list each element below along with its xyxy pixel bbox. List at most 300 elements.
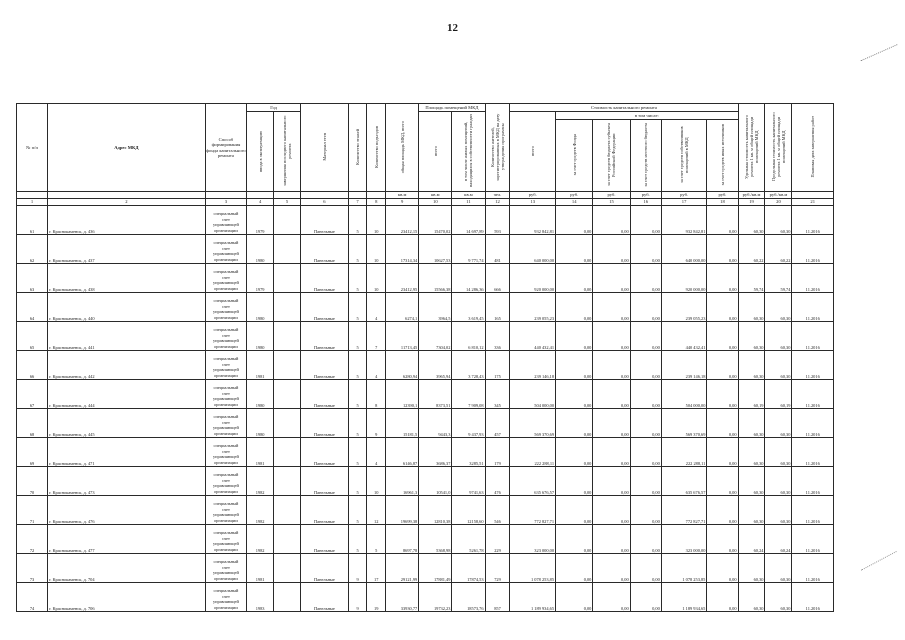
address-cell: г. Краснокаменск, д. 473 bbox=[48, 466, 206, 495]
floors-cell: 5 bbox=[348, 466, 367, 495]
cost-region-cell: 0,00 bbox=[593, 263, 630, 292]
area-total-cell: 8373,51 bbox=[419, 379, 452, 408]
entrances-cell: 10 bbox=[367, 205, 386, 234]
unit-cell: руб./кв.м bbox=[765, 192, 792, 198]
residents-cell: 481 bbox=[485, 234, 510, 263]
max-unit-cost-cell: 60,30 bbox=[765, 582, 792, 611]
total-area-cell: 12390,1 bbox=[386, 379, 419, 408]
header-cost-group: Стоимость капитального ремонта bbox=[510, 104, 738, 112]
column-number-cell: 2 bbox=[48, 198, 206, 205]
page-number: 12 bbox=[447, 22, 458, 34]
unit-cost-cell: 60,30 bbox=[738, 205, 765, 234]
max-unit-cost-cell: 60,30 bbox=[765, 495, 792, 524]
floors-cell: 5 bbox=[348, 408, 367, 437]
table-body bbox=[17, 205, 834, 611]
year-last-repair-cell bbox=[274, 205, 301, 234]
residents-cell: 476 bbox=[485, 466, 510, 495]
year-last-repair-cell bbox=[274, 350, 301, 379]
entrances-cell: 5 bbox=[367, 524, 386, 553]
method-line: управляющей bbox=[212, 425, 239, 431]
max-unit-cost-cell: 60,19 bbox=[765, 379, 792, 408]
method-line: управляющей bbox=[212, 396, 239, 402]
floors-cell: 5 bbox=[348, 437, 367, 466]
max-unit-cost-cell: 60,30 bbox=[765, 553, 792, 582]
cost-owners-cell: 504 000,00 bbox=[661, 379, 707, 408]
table-row bbox=[17, 466, 834, 495]
max-unit-cost-cell: 60,30 bbox=[765, 321, 792, 350]
address-cell: г. Краснокаменск, д. 440 bbox=[48, 292, 206, 321]
total-area-cell: 8697,78 bbox=[386, 524, 419, 553]
cost-fund-cell: 0,00 bbox=[556, 321, 593, 350]
scan-mark bbox=[861, 44, 900, 66]
method-line: управляющей bbox=[212, 251, 239, 257]
row-number-cell: 68 bbox=[17, 408, 48, 437]
method-line: организации bbox=[214, 604, 238, 610]
year-commission-cell: 1981 bbox=[247, 350, 274, 379]
header-total-area: общая площадь МКД, всего bbox=[386, 104, 419, 192]
residents-cell: 457 bbox=[485, 408, 510, 437]
method-line: счет bbox=[221, 361, 230, 367]
method-line: организации bbox=[214, 372, 238, 378]
floors-cell: 5 bbox=[348, 350, 367, 379]
floors-cell: 5 bbox=[348, 234, 367, 263]
cost-total-cell: 504 000,00 bbox=[510, 379, 556, 408]
method-line: управляющей bbox=[212, 483, 239, 489]
cost-total-cell: 1 189 934,65 bbox=[510, 582, 556, 611]
planned-date-cell: 11.2016 bbox=[792, 466, 834, 495]
method-line: организации bbox=[214, 401, 238, 407]
table-row bbox=[17, 321, 834, 350]
cost-fund-cell: 0,00 bbox=[556, 205, 593, 234]
address-cell: г. Краснокаменск, д. 476 bbox=[48, 495, 206, 524]
cost-region-cell: 0,00 bbox=[593, 292, 630, 321]
residents-cell: 229 bbox=[485, 524, 510, 553]
entrances-cell: 4 bbox=[367, 292, 386, 321]
header-cost-including: в том числе: bbox=[556, 112, 738, 120]
row-number-cell: 63 bbox=[17, 263, 48, 292]
row-number-cell: 67 bbox=[17, 379, 48, 408]
cost-local-cell: 0,00 bbox=[630, 379, 661, 408]
year-commission-cell: 1980 bbox=[247, 379, 274, 408]
row-number-cell: 73 bbox=[17, 553, 48, 582]
floors-cell: 5 bbox=[348, 379, 367, 408]
cost-fund-cell: 0,00 bbox=[556, 524, 593, 553]
year-last-repair-cell bbox=[274, 495, 301, 524]
method-cell bbox=[205, 292, 246, 321]
floors-cell: 5 bbox=[348, 205, 367, 234]
column-number-cell: 5 bbox=[274, 198, 301, 205]
cost-other-cell: 0,00 bbox=[707, 466, 738, 495]
cost-local-cell: 0,00 bbox=[630, 466, 661, 495]
row-number-cell: 70 bbox=[17, 466, 48, 495]
planned-date-cell: 11.2016 bbox=[792, 408, 834, 437]
method-cell bbox=[205, 495, 246, 524]
cost-other-cell: 0,00 bbox=[707, 437, 738, 466]
cost-owners-cell: 239 146,18 bbox=[661, 350, 707, 379]
row-number-cell: 72 bbox=[17, 524, 48, 553]
year-last-repair-cell bbox=[274, 263, 301, 292]
cost-fund-cell: 0,00 bbox=[556, 263, 593, 292]
cost-total-cell: 440 432,41 bbox=[510, 321, 556, 350]
unit-cost-cell: 60,30 bbox=[738, 292, 765, 321]
year-last-repair-cell bbox=[274, 524, 301, 553]
area-residential-cell: 12158,60 bbox=[452, 495, 485, 524]
header-cost-total: всего bbox=[510, 112, 556, 192]
cost-local-cell: 0,00 bbox=[630, 408, 661, 437]
planned-date-cell: 11.2016 bbox=[792, 437, 834, 466]
method-cell bbox=[205, 466, 246, 495]
method-cell bbox=[205, 379, 246, 408]
unit-cost-cell: 60,30 bbox=[738, 495, 765, 524]
header-year-last-repair: завершения последнего капитального ремонта bbox=[274, 112, 301, 192]
cost-other-cell: 0,00 bbox=[707, 350, 738, 379]
unit-cell: кв.м bbox=[419, 192, 452, 198]
wall-material-cell: Панельные bbox=[301, 408, 349, 437]
max-unit-cost-cell: 60,30 bbox=[765, 350, 792, 379]
cost-region-cell: 0,00 bbox=[593, 466, 630, 495]
header-entrances: Количество подъездов bbox=[367, 104, 386, 192]
unit-cost-cell: 60,19 bbox=[738, 379, 765, 408]
column-numbers-row bbox=[17, 198, 834, 205]
cost-total-cell: 239 055,23 bbox=[510, 292, 556, 321]
max-unit-cost-cell: 60,30 bbox=[765, 205, 792, 234]
cost-total-cell: 222 288,11 bbox=[510, 437, 556, 466]
cost-owners-cell: 772 827,71 bbox=[661, 495, 707, 524]
area-residential-cell: 17874,53 bbox=[452, 553, 485, 582]
cost-owners-cell: 920 000,00 bbox=[661, 263, 707, 292]
method-line: счет bbox=[221, 506, 230, 512]
unit-cell: руб. bbox=[510, 192, 556, 198]
table-row bbox=[17, 350, 834, 379]
cost-total-cell: 932 842,81 bbox=[510, 205, 556, 234]
cost-other-cell: 0,00 bbox=[707, 524, 738, 553]
method-line: счет bbox=[221, 535, 230, 541]
method-line: специальный bbox=[213, 356, 239, 362]
cost-local-cell: 0,00 bbox=[630, 263, 661, 292]
column-number-cell: 7 bbox=[348, 198, 367, 205]
max-unit-cost-cell: 59,74 bbox=[765, 263, 792, 292]
cost-local-cell: 0,00 bbox=[630, 350, 661, 379]
area-residential-cell: 3 619,45 bbox=[452, 292, 485, 321]
cost-local-cell: 0,00 bbox=[630, 234, 661, 263]
unit-cost-cell: 60,24 bbox=[738, 524, 765, 553]
method-line: счет bbox=[221, 477, 230, 483]
address-cell: г. Краснокаменск, д. 477 bbox=[48, 524, 206, 553]
cost-local-cell: 0,00 bbox=[630, 582, 661, 611]
residents-cell: 546 bbox=[485, 495, 510, 524]
total-area-cell: 6146,87 bbox=[386, 437, 419, 466]
unit-cell: кв.м bbox=[452, 192, 485, 198]
column-number-cell: 8 bbox=[367, 198, 386, 205]
address-cell: г. Краснокаменск, д. 441 bbox=[48, 321, 206, 350]
cost-fund-cell: 0,00 bbox=[556, 437, 593, 466]
address-cell: г. Краснокаменск, д. 471 bbox=[48, 437, 206, 466]
wall-material-cell: Панельные bbox=[301, 553, 349, 582]
area-total-cell: 3686,37 bbox=[419, 437, 452, 466]
cost-local-cell: 0,00 bbox=[630, 524, 661, 553]
area-residential-cell: 3285,51 bbox=[452, 437, 485, 466]
method-line: специальный bbox=[213, 588, 239, 594]
cost-other-cell: 0,00 bbox=[707, 495, 738, 524]
area-total-cell: 10627,53 bbox=[419, 234, 452, 263]
header-unit-cost: Удельная стоимость капитального ремонта 1 кв. м общей площади помещений МКД bbox=[738, 104, 765, 192]
entrances-cell: 10 bbox=[367, 466, 386, 495]
cost-other-cell: 0,00 bbox=[707, 408, 738, 437]
year-commission-cell: 1982 bbox=[247, 495, 274, 524]
unit-cost-cell: 60,30 bbox=[738, 437, 765, 466]
header-cost-owners: за счет средств собственников помещений в МКД bbox=[661, 120, 707, 192]
method-cell bbox=[205, 553, 246, 582]
method-cell bbox=[205, 582, 246, 611]
cost-fund-cell: 0,00 bbox=[556, 292, 593, 321]
cost-total-cell: 239 146,18 bbox=[510, 350, 556, 379]
wall-material-cell: Панельные bbox=[301, 437, 349, 466]
max-unit-cost-cell: 60,30 bbox=[765, 437, 792, 466]
planned-date-cell: 11.2016 bbox=[792, 205, 834, 234]
area-total-cell: 3965,94 bbox=[419, 350, 452, 379]
cost-owners-cell: 932 842,81 bbox=[661, 205, 707, 234]
column-number-cell: 6 bbox=[301, 198, 349, 205]
year-commission-cell: 1980 bbox=[247, 321, 274, 350]
column-number-cell: 15 bbox=[593, 198, 630, 205]
column-number-cell: 14 bbox=[556, 198, 593, 205]
row-number-cell: 71 bbox=[17, 495, 48, 524]
wall-material-cell: Панельные bbox=[301, 495, 349, 524]
column-number-cell: 4 bbox=[247, 198, 274, 205]
residents-cell: 666 bbox=[485, 263, 510, 292]
cost-total-cell: 1 078 253,85 bbox=[510, 553, 556, 582]
wall-material-cell: Панельные bbox=[301, 582, 349, 611]
unit-cost-cell: 60,30 bbox=[738, 466, 765, 495]
unit-cell: кв.м bbox=[386, 192, 419, 198]
method-line: управляющей bbox=[212, 599, 239, 605]
year-last-repair-cell bbox=[274, 553, 301, 582]
area-residential-cell: 9 771,74 bbox=[452, 234, 485, 263]
year-commission-cell: 1983 bbox=[247, 582, 274, 611]
planned-date-cell: 11.2016 bbox=[792, 350, 834, 379]
year-commission-cell: 1981 bbox=[247, 437, 274, 466]
header-residents: Количество жителей, зарегистрированных в МКД на дату утверждения программы bbox=[485, 104, 510, 192]
entrances-cell: 4 bbox=[367, 350, 386, 379]
floors-cell: 5 bbox=[348, 263, 367, 292]
wall-material-cell: Панельные bbox=[301, 379, 349, 408]
unit-cell: руб. bbox=[630, 192, 661, 198]
method-line: счет bbox=[221, 419, 230, 425]
year-commission-cell: 1982 bbox=[247, 466, 274, 495]
cost-owners-cell: 239 055,23 bbox=[661, 292, 707, 321]
total-area-cell: 29121,99 bbox=[386, 553, 419, 582]
cost-owners-cell: 1 189 934,65 bbox=[661, 582, 707, 611]
method-line: управляющей bbox=[212, 367, 239, 373]
area-total-cell: 7304,02 bbox=[419, 321, 452, 350]
method-cell bbox=[205, 321, 246, 350]
area-residential-cell: 7 909,08 bbox=[452, 379, 485, 408]
unit-cell: чел. bbox=[485, 192, 510, 198]
area-total-cell: 3964,5 bbox=[419, 292, 452, 321]
header-area-group: Площадь помещений МКД bbox=[419, 104, 485, 112]
year-commission-cell: 1979 bbox=[247, 205, 274, 234]
method-line: организации bbox=[214, 343, 238, 349]
area-residential-cell: 5261,78 bbox=[452, 524, 485, 553]
address-cell: г. Краснокаменск, д. 704 bbox=[48, 553, 206, 582]
address-cell: г. Краснокаменск, д. 436 bbox=[48, 205, 206, 234]
planned-date-cell: 11.2016 bbox=[792, 495, 834, 524]
cost-other-cell: 0,00 bbox=[707, 582, 738, 611]
total-area-cell: 23412,15 bbox=[386, 205, 419, 234]
address-cell: г. Краснокаменск, д. 444 bbox=[48, 379, 206, 408]
cost-owners-cell: 640 000,00 bbox=[661, 234, 707, 263]
method-cell bbox=[205, 205, 246, 234]
total-area-cell: 11713,45 bbox=[386, 321, 419, 350]
area-residential-cell: 9741,63 bbox=[452, 466, 485, 495]
cost-owners-cell: 222 288,11 bbox=[661, 437, 707, 466]
unit-cell: руб. bbox=[593, 192, 630, 198]
table-row bbox=[17, 524, 834, 553]
method-cell bbox=[205, 437, 246, 466]
floors-cell: 9 bbox=[348, 553, 367, 582]
header-floors: Количество этажей bbox=[348, 104, 367, 192]
header-cost-other: за счет средств иных источников bbox=[707, 120, 738, 192]
area-residential-cell: 9 437,93 bbox=[452, 408, 485, 437]
method-line: специальный bbox=[213, 530, 239, 536]
year-commission-cell: 1981 bbox=[247, 553, 274, 582]
column-number-cell: 20 bbox=[765, 198, 792, 205]
address-cell: г. Краснокаменск, д. 706 bbox=[48, 582, 206, 611]
entrances-cell: 9 bbox=[367, 408, 386, 437]
cost-region-cell: 0,00 bbox=[593, 408, 630, 437]
method-line: управляющей bbox=[212, 570, 239, 576]
method-line: счет bbox=[221, 332, 230, 338]
row-number-cell: 74 bbox=[17, 582, 48, 611]
wall-material-cell: Панельные bbox=[301, 234, 349, 263]
header-year-group: Год bbox=[247, 104, 301, 112]
column-number-cell: 11 bbox=[452, 198, 485, 205]
year-last-repair-cell bbox=[274, 379, 301, 408]
cost-region-cell: 0,00 bbox=[593, 495, 630, 524]
cost-region-cell: 0,00 bbox=[593, 321, 630, 350]
total-area-cell: 17314,34 bbox=[386, 234, 419, 263]
cost-region-cell: 0,00 bbox=[593, 350, 630, 379]
area-residential-cell: 14 697,89 bbox=[452, 205, 485, 234]
max-unit-cost-cell: 60,30 bbox=[765, 466, 792, 495]
cost-region-cell: 0,00 bbox=[593, 524, 630, 553]
method-line: счет bbox=[221, 274, 230, 280]
header-wall-material: Материал стен bbox=[301, 104, 349, 192]
cost-region-cell: 0,00 bbox=[593, 205, 630, 234]
cost-fund-cell: 0,00 bbox=[556, 466, 593, 495]
method-cell bbox=[205, 524, 246, 553]
method-line: организации bbox=[214, 575, 238, 581]
method-line: специальный bbox=[213, 414, 239, 420]
floors-cell: 5 bbox=[348, 524, 367, 553]
entrances-cell: 8 bbox=[367, 379, 386, 408]
cost-owners-cell: 440 432,41 bbox=[661, 321, 707, 350]
planned-date-cell: 11.2016 bbox=[792, 234, 834, 263]
table-row bbox=[17, 234, 834, 263]
unit-cell: руб./кв.м bbox=[738, 192, 765, 198]
residents-cell: 179 bbox=[485, 437, 510, 466]
unit-cost-cell: 60,30 bbox=[738, 553, 765, 582]
cost-other-cell: 0,00 bbox=[707, 205, 738, 234]
year-last-repair-cell bbox=[274, 292, 301, 321]
total-area-cell: 33930,77 bbox=[386, 582, 419, 611]
year-commission-cell: 1982 bbox=[247, 524, 274, 553]
cost-other-cell: 0,00 bbox=[707, 379, 738, 408]
method-line: организации bbox=[214, 256, 238, 262]
column-number-cell: 3 bbox=[205, 198, 246, 205]
max-unit-cost-cell: 60,22 bbox=[765, 234, 792, 263]
cost-owners-cell: 1 078 253,85 bbox=[661, 553, 707, 582]
cost-total-cell: 920 000,00 bbox=[510, 263, 556, 292]
method-line: счет bbox=[221, 564, 230, 570]
cost-owners-cell: 323 000,00 bbox=[661, 524, 707, 553]
row-number-cell: 62 bbox=[17, 234, 48, 263]
wall-material-cell: Панельные bbox=[301, 292, 349, 321]
method-line: счет bbox=[221, 390, 230, 396]
year-last-repair-cell bbox=[274, 408, 301, 437]
area-total-cell: 19732,23 bbox=[419, 582, 452, 611]
column-number-cell: 9 bbox=[386, 198, 419, 205]
header-cost-region: за счет средств бюджета субъекта Российской Федерации bbox=[593, 120, 630, 192]
unit-cost-cell: 60,30 bbox=[738, 582, 765, 611]
method-cell bbox=[205, 234, 246, 263]
method-line: организации bbox=[214, 546, 238, 552]
area-total-cell: 5368,98 bbox=[419, 524, 452, 553]
floors-cell: 9 bbox=[348, 582, 367, 611]
method-cell bbox=[205, 350, 246, 379]
table-row bbox=[17, 553, 834, 582]
total-area-cell: 15181,5 bbox=[386, 408, 419, 437]
cost-fund-cell: 0,00 bbox=[556, 553, 593, 582]
method-line: счет bbox=[221, 593, 230, 599]
column-number-cell: 18 bbox=[707, 198, 738, 205]
method-cell bbox=[205, 263, 246, 292]
method-line: управляющей bbox=[212, 454, 239, 460]
year-commission-cell: 1980 bbox=[247, 292, 274, 321]
method-line: специальный bbox=[213, 472, 239, 478]
floors-cell: 5 bbox=[348, 292, 367, 321]
header-area-total: всего bbox=[419, 112, 452, 192]
table-row bbox=[17, 205, 834, 234]
cost-fund-cell: 0,00 bbox=[556, 582, 593, 611]
cost-other-cell: 0,00 bbox=[707, 553, 738, 582]
address-cell: г. Краснокаменск, д. 437 bbox=[48, 234, 206, 263]
method-line: счет bbox=[221, 245, 230, 251]
cost-total-cell: 640 000,00 bbox=[510, 234, 556, 263]
row-number-cell: 65 bbox=[17, 321, 48, 350]
area-total-cell: 9443,3 bbox=[419, 408, 452, 437]
column-number-cell: 17 bbox=[661, 198, 707, 205]
cost-total-cell: 323 000,00 bbox=[510, 524, 556, 553]
method-line: счет bbox=[221, 303, 230, 309]
column-number-cell: 1 bbox=[17, 198, 48, 205]
cost-local-cell: 0,00 bbox=[630, 205, 661, 234]
header-cost-local: за счет средств местного бюджета bbox=[630, 120, 661, 192]
table-header bbox=[17, 104, 834, 206]
method-line: специальный bbox=[213, 211, 239, 217]
year-last-repair-cell bbox=[274, 321, 301, 350]
table-row bbox=[17, 263, 834, 292]
residents-cell: 345 bbox=[485, 379, 510, 408]
entrances-cell: 12 bbox=[367, 495, 386, 524]
unit-cost-cell: 60,30 bbox=[738, 408, 765, 437]
residents-cell: 165 bbox=[485, 292, 510, 321]
method-line: организации bbox=[214, 285, 238, 291]
cost-region-cell: 0,00 bbox=[593, 379, 630, 408]
wall-material-cell: Панельные bbox=[301, 350, 349, 379]
planned-date-cell: 11.2016 bbox=[792, 263, 834, 292]
cost-total-cell: 635 676,57 bbox=[510, 466, 556, 495]
